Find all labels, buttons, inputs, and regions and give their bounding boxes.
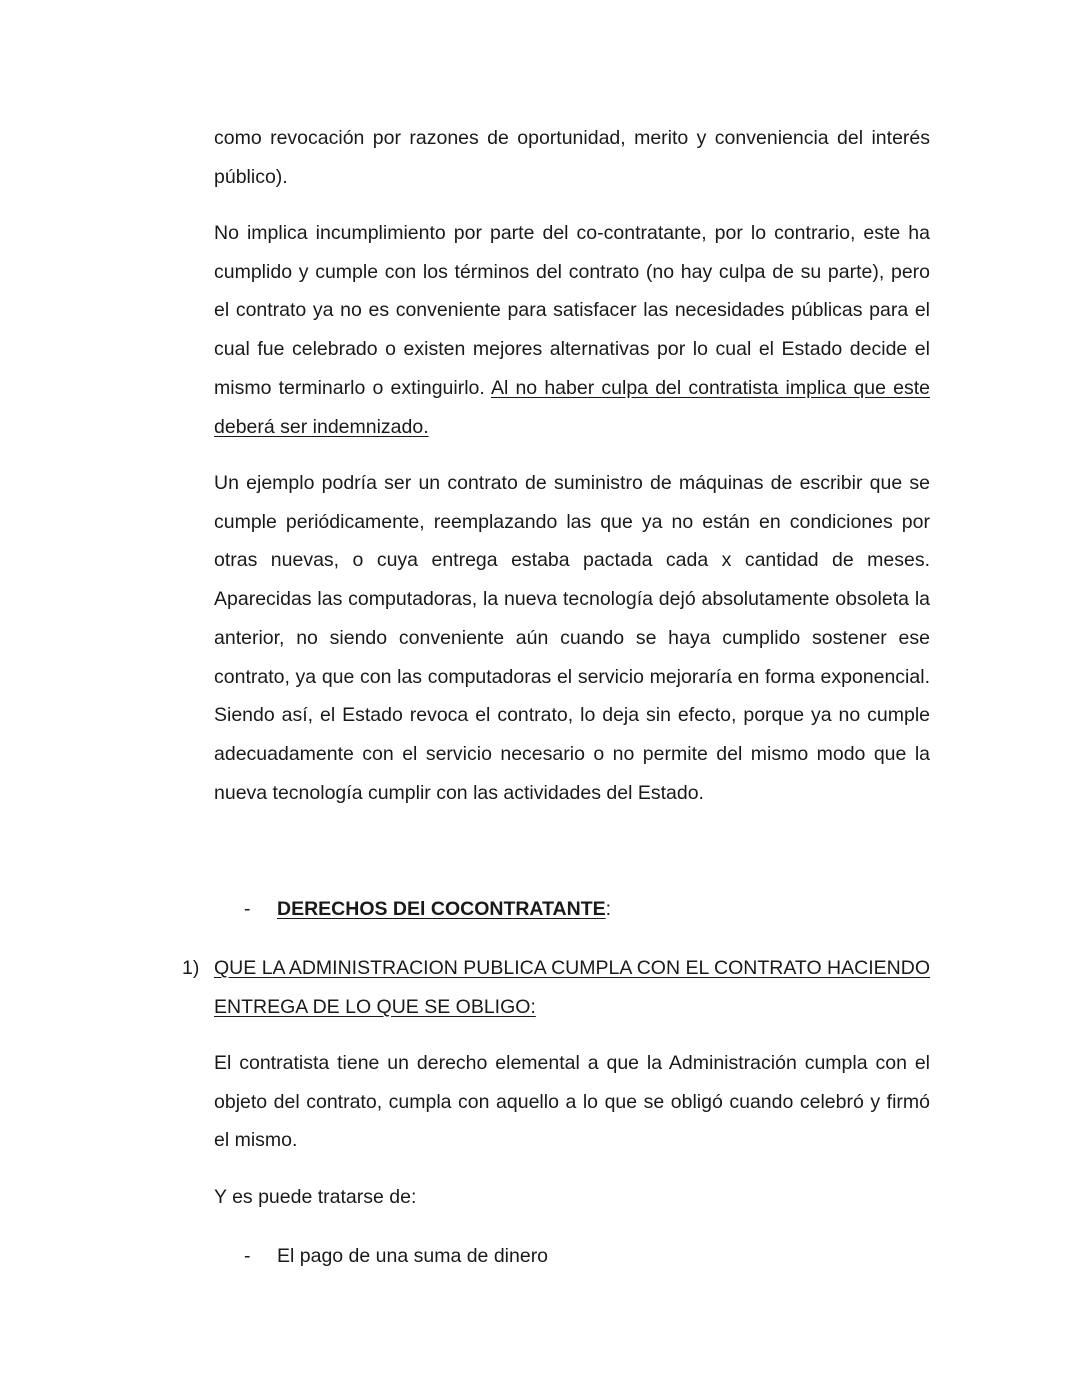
bullet-text: El pago de una suma de dinero [277,1245,549,1267]
underlined-indemnizacion-note: Al no haber culpa del contratista implica que este deberá ser indemnizado. [214,376,930,438]
paragraph-intro-tipos: Y es puede tratarse de: [214,1186,417,1208]
paragraph-no-incumplimiento [214,214,930,446]
heading-title: DERECHOS DEl COCONTRATANTE [277,898,606,920]
section-heading-derechos [244,890,611,929]
bullet-dash: - [244,1245,251,1267]
paragraph-revocacion-continuation: como revocación por razones de oportunidad, merito y conveniencia del interés público). [214,127,930,188]
bullet-item-pago [244,1237,548,1276]
paragraph-ejemplo: Un ejemplo podría ser un contrato de suministro de máquinas de escribir que se cumple periódicamente, reemplazando las que ya no están en condiciones por otras nuevas, o cuya entrega estaba pactada cada x cantidad de meses. Aparecidas las computadoras, la nueva tecnología dejó absolutamente obsoleta la anterior, no siendo conveniente aún cuando se haya cumplido sostener ese contrato, ya que con las computadoras el servicio mejoraría en forma exponencial. Siendo así, el Estado revoca el contrato, lo deja sin efecto, porque ya no cumple adecuadamente con el servicio necesario o no permite del mismo modo que la nueva tecnología cumplir con las actividades del Estado. [214,472,930,804]
paragraph-no-incumplimiento-text: No implica incumplimiento por parte del co-contratante, por lo contrario, este ha cumplido y cumple con los términos del contrato (no hay culpa de su parte), pero el contrato ya no es conveniente para satisfacer las necesidades públicas para el cual fue celebrado o existen mejores alternativas por lo cual el Estado decide el mismo terminarlo o extinguirlo. [214,222,930,399]
paragraph-derecho-elemental: El contratista tiene un derecho elemental a que la Administración cumpla con el objeto del contrato, cumpla con aquello a lo que se obligó cuando celebró y firmó el mismo. [214,1052,930,1152]
numbered-item-1 [182,949,930,1026]
heading-dash: - [244,898,251,920]
numbered-item-1-title: QUE LA ADMINISTRACION PUBLICA CUMPLA CON EL CONTRATO HACIENDO ENTREGA DE LO QUE SE OBLIGO: [214,957,930,1018]
numbered-item-1-label: 1) [182,957,200,979]
heading-colon: : [605,898,612,920]
